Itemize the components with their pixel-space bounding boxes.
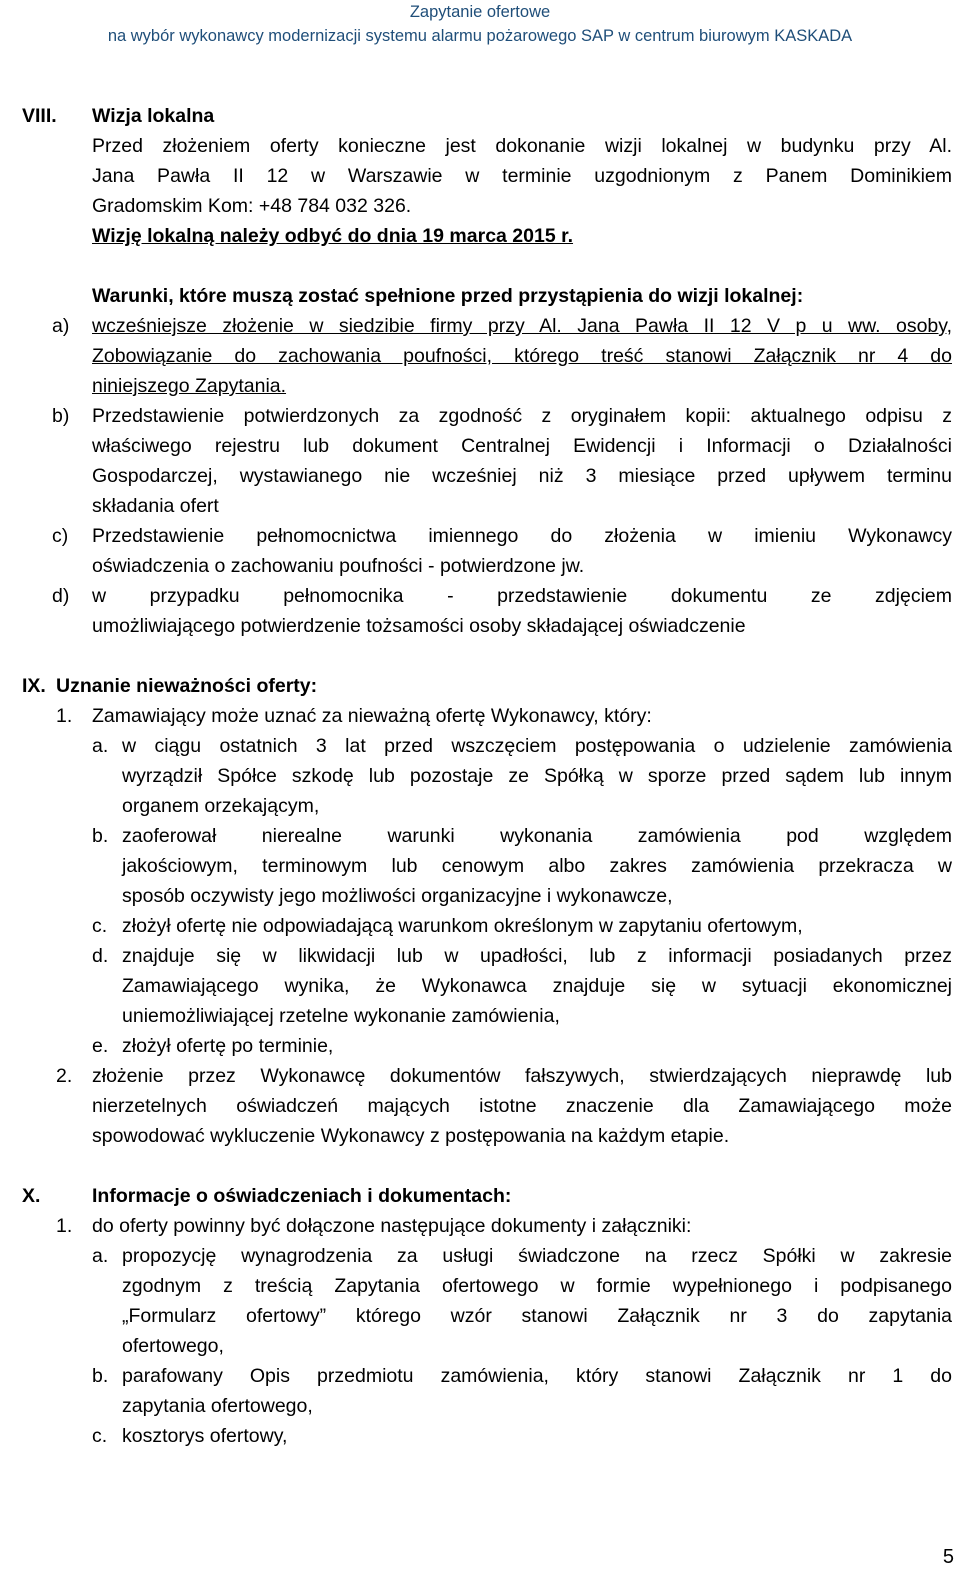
list-item-line: propozycję wynagrodzenia za usługi świadczone na rzecz Spółki w zakresie <box>122 1245 952 1267</box>
list-item-line: do oferty powinny być dołączone następujące dokumenty i załączniki: <box>92 1215 692 1237</box>
list-item-line: złożył ofertę po terminie, <box>122 1035 334 1057</box>
list-item-line: wcześniejsze złożenie w siedzibie firmy przy Al. Jana Pawła II 12 V p u ww. osoby, <box>92 315 952 337</box>
section-number-ix: IX. <box>22 675 46 697</box>
paragraph-line: Przed złożeniem oferty konieczne jest dokonanie wizji lokalnej w budynku przy Al. <box>92 135 952 157</box>
list-item-line: Zobowiązanie do zachowania poufności, którego treść stanowi Załącznik nr 4 do <box>92 345 952 367</box>
header-subtitle: na wybór wykonawcy modernizacji systemu alarmu pożarowego SAP w centrum biurowym KASKADA <box>107 27 853 45</box>
list-item-line: kosztorys ofertowy, <box>122 1425 288 1447</box>
list-item-line: zapytania ofertowego, <box>122 1395 313 1417</box>
list-item-line: zaoferował nierealne warunki wykonania zamówienia pod względem <box>122 825 952 847</box>
list-item-line: w ciągu ostatnich 3 lat przed wszczęciem postępowania o udzielenie zamówienia <box>122 735 952 757</box>
list-marker: b. <box>92 1365 109 1387</box>
list-marker: a. <box>92 1245 109 1267</box>
list-item-line: Zamawiający może uznać za nieważną ofertę Wykonawcy, który: <box>92 705 652 727</box>
list-item-line: oświadczenia o zachowaniu poufności - potwierdzone jw. <box>92 555 585 577</box>
list-item-line: Zamawiającego wynika, że Wykonawca znajduje się w sytuacji ekonomicznej <box>122 975 952 997</box>
paragraph-line: Jana Pawła II 12 w Warszawie w terminie uzgodnionym z Panem Dominikiem <box>92 165 952 187</box>
list-marker: c. <box>92 1425 108 1447</box>
list-item-line: znajduje się w likwidacji lub w upadłości, lub z informacji posiadanych przez <box>122 945 952 967</box>
header-title: Zapytanie ofertowe <box>409 3 551 21</box>
deadline-line: Wizję lokalną należy odbyć do dnia 19 marca 2015 r. <box>92 225 574 247</box>
section-number-x: X. <box>22 1185 41 1207</box>
list-item-line: złożenie przez Wykonawcę dokumentów fałszywych, stwierdzających nieprawdę lub <box>92 1065 952 1087</box>
list-item-line: „Formularz ofertowy” którego wzór stanowi Załącznik nr 3 do zapytania <box>122 1305 952 1327</box>
list-item-line: wyrządził Spółce szkodę lub pozostaje ze Spółką w sporze przed sądem lub innym <box>122 765 952 787</box>
list-marker: c) <box>52 525 69 547</box>
list-item-line: Przedstawienie pełnomocnictwa imiennego do złożenia w imieniu Wykonawcy <box>92 525 952 547</box>
list-item-line: sposób oczywisty jego możliwości organizacyjne i wykonawcze, <box>122 885 673 907</box>
section-title-x: Informacje o oświadczeniach i dokumentach: <box>92 1185 512 1207</box>
section-title-viii: Wizja lokalna <box>92 105 215 127</box>
list-item-line: nierzetelnych oświadczeń mających istotne znaczenie dla Zamawiającego może <box>92 1095 952 1117</box>
page-number: 5 <box>942 1546 954 1568</box>
list-marker: c. <box>92 915 108 937</box>
list-marker: d) <box>52 585 70 607</box>
section-number-viii: VIII. <box>22 105 57 127</box>
list-marker: 1. <box>56 705 73 727</box>
list-item-line: jakościowym, terminowym lub cenowym albo zakres zamówienia przekracza w <box>122 855 952 877</box>
list-item-line: uniemożliwiającej rzetelne wykonanie zamówienia, <box>122 1005 560 1027</box>
list-marker: b. <box>92 825 109 847</box>
list-item-line: parafowany Opis przedmiotu zamówienia, który stanowi Załącznik nr 1 do <box>122 1365 952 1387</box>
section-title-ix: Uznanie nieważności oferty: <box>56 675 318 697</box>
list-item-line: Przedstawienie potwierdzonych za zgodność z oryginałem kopii: aktualnego odpisu z <box>92 405 952 427</box>
list-item-line: złożył ofertę nie odpowiadającą warunkom określonym w zapytaniu ofertowym, <box>122 915 803 937</box>
list-item-line: umożliwiającego potwierdzenie tożsamości osoby składającej oświadczenie <box>92 615 746 637</box>
list-item-line: w przypadku pełnomocnika - przedstawienie dokumentu ze zdjęciem <box>92 585 952 607</box>
list-item-line: ofertowego, <box>122 1335 224 1357</box>
list-marker: a) <box>52 315 70 337</box>
list-item-line: właściwego rejestru lub dokument Centralnej Ewidencji i Informacji o Działalności <box>92 435 952 457</box>
paragraph-line: Gradomskim Kom: +48 784 032 326. <box>92 195 412 217</box>
list-marker: 1. <box>56 1215 73 1237</box>
list-marker: e. <box>92 1035 109 1057</box>
list-item-line: składania ofert <box>92 495 219 517</box>
list-item-line: Gospodarczej, wystawianego nie wcześniej niż 3 miesiące przed upływem terminu <box>92 465 952 487</box>
list-marker: b) <box>52 405 70 427</box>
list-marker: 2. <box>56 1065 73 1087</box>
list-item-line: organem orzekającym, <box>122 795 320 817</box>
list-item-line: spowodować wykluczenie Wykonawcy z postępowania na każdym etapie. <box>92 1125 730 1147</box>
list-marker: a. <box>92 735 109 757</box>
conditions-heading: Warunki, które muszą zostać spełnione przed przystąpienia do wizji lokalnej: <box>92 285 804 307</box>
list-item-line: niniejszego Zapytania. <box>92 375 287 397</box>
list-item-line: zgodnym z treścią Zapytania ofertowego w formie wypełnionego i podpisanego <box>122 1275 952 1297</box>
list-marker: d. <box>92 945 109 967</box>
